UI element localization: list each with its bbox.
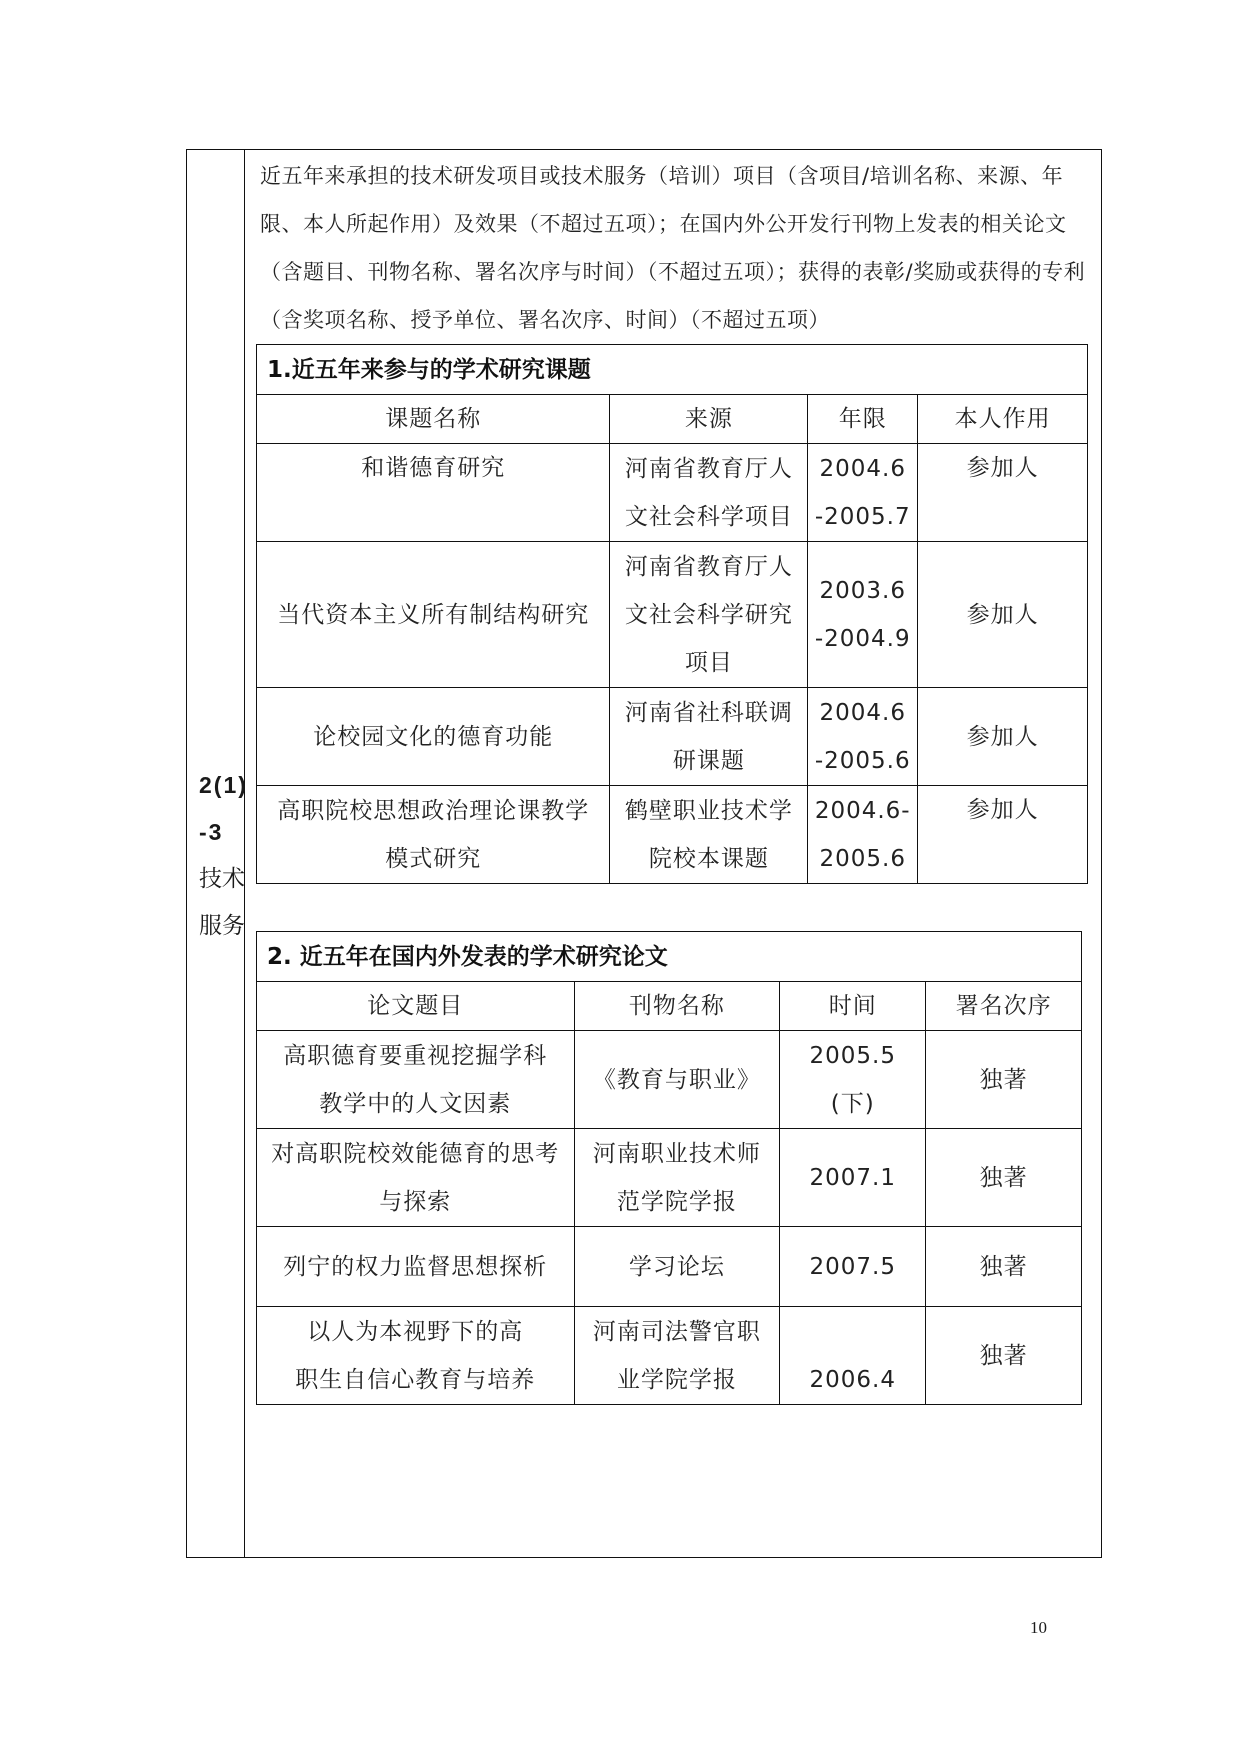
table-row [257,1031,1082,1129]
paper-title [257,1307,575,1405]
paper-time: 2006.4 [780,1307,926,1405]
table1-header-role: 本人作用 [918,395,1088,444]
project-role: 参加人 [918,786,1088,884]
published-papers-table [256,931,1082,1405]
paper-title [257,1129,575,1227]
table1-header-years: 年限 [808,395,918,444]
section-label [199,762,249,950]
paper-title-line: 以人为本视野下的高 [307,1318,524,1345]
paper-time: 2007.5 [780,1227,926,1307]
project-role: 参加人 [918,444,1088,542]
paper-journal [574,1307,780,1405]
paper-title [257,1031,575,1129]
project-source [610,444,808,542]
paper-title-line: 职生自信心教育与培养 [295,1366,536,1393]
project-role: 参加人 [918,542,1088,688]
paper-title: 列宁的权力监督思想探析 [257,1227,575,1307]
table2-header-journal: 刊物名称 [574,982,780,1031]
project-years-line: 2004.6 [819,699,906,726]
paper-journal: 《教育与职业》 [574,1031,780,1129]
paper-order: 独著 [926,1307,1082,1405]
project-years [808,444,918,542]
table-row [257,1227,1082,1307]
paper-journal-line: 河南司法警官职 [592,1318,761,1345]
project-name: 和谐德育研究 [257,444,610,542]
project-years [808,542,918,688]
project-name-line: 模式研究 [385,845,482,872]
table2-header-title: 论文题目 [257,982,575,1031]
paper-title-line: 与探索 [379,1188,452,1215]
project-years-line: 2004.6- [814,797,911,824]
paper-order: 独著 [926,1129,1082,1227]
project-source-line: 河南省教育厅人 [624,455,793,482]
project-name [257,786,610,884]
project-name: 当代资本主义所有制结构研究 [257,542,610,688]
project-source-line: 文社会科学项目 [624,503,793,530]
paper-journal [574,1129,780,1227]
page-number: 10 [1030,1618,1047,1637]
project-source-line: 鹤壁职业技术学 [624,797,793,824]
project-years-line: -2005.6 [814,747,911,774]
project-source [610,542,808,688]
table2-header-order: 署名次序 [926,982,1082,1031]
project-source [610,688,808,786]
research-projects-table [256,344,1088,884]
table-row [257,1307,1082,1405]
table2-title: 2. 近五年在国内外发表的学术研究论文 [257,932,1082,982]
intro-paragraph: 近五年来承担的技术研发项目或技术服务（培训）项目（含项目/培训名称、来源、年限、本人所起作用）及效果（不超过五项）；在国内外公开发行刊物上发表的相关论文（含题目、刊物名称、署名次序与时间）（不超过五项）；获得的表彰/奖励或获得的专利（含奖项名称、授予单位、署名次序、时间）（不超过五项） [260,164,1086,332]
paper-order: 独著 [926,1227,1082,1307]
project-years-line: -2004.9 [814,625,911,652]
table1-header-name: 课题名称 [257,395,610,444]
paper-title-line: 对高职院校效能德育的思考 [271,1140,560,1167]
project-source-line: 项目 [684,649,733,676]
paper-title-line: 高职德育要重视挖掘学科 [283,1042,548,1069]
table-row [257,542,1088,688]
project-name: 论校园文化的德育功能 [257,688,610,786]
project-name-line: 高职院校思想政治理论课教学 [277,797,590,824]
project-source-line: 河南省社科联调 [624,699,793,726]
section-name-line2: 服务 [199,913,245,939]
paper-journal: 学习论坛 [574,1227,780,1307]
table1-header-source: 来源 [610,395,808,444]
project-source-line: 院校本课题 [648,845,769,872]
paper-journal-line: 范学院学报 [616,1188,737,1215]
project-years [808,688,918,786]
paper-journal-line: 河南职业技术师 [592,1140,761,1167]
paper-time-line: 2005.5 [809,1042,896,1069]
table-row [257,444,1088,542]
paper-time: 2007.1 [780,1129,926,1227]
project-years-line: 2003.6 [819,577,906,604]
table-row [257,1129,1082,1227]
paper-title-line: 教学中的人文因素 [319,1090,512,1117]
table-row [257,688,1088,786]
section-code-line1: 2(1) [199,772,248,798]
section-name-line1: 技术 [199,866,245,892]
table-row [257,786,1088,884]
project-years-line: 2005.6 [819,845,906,872]
paper-time-line: (下) [830,1090,875,1117]
paper-order: 独著 [926,1031,1082,1129]
paper-journal-line: 业学院学报 [616,1366,737,1393]
section-code-line2: -3 [199,819,224,845]
project-source-line: 文社会科学研究 [624,601,793,628]
paper-time [780,1031,926,1129]
table1-title: 1.近五年来参与的学术研究课题 [257,345,1088,395]
project-source-line: 研课题 [672,747,745,774]
project-years [808,786,918,884]
left-label-column [187,150,248,1557]
project-source-line: 河南省教育厅人 [624,553,793,580]
table2-header-time: 时间 [780,982,926,1031]
project-years-line: -2005.7 [814,503,911,530]
project-role: 参加人 [918,688,1088,786]
project-source [610,786,808,884]
project-years-line: 2004.6 [819,455,906,482]
